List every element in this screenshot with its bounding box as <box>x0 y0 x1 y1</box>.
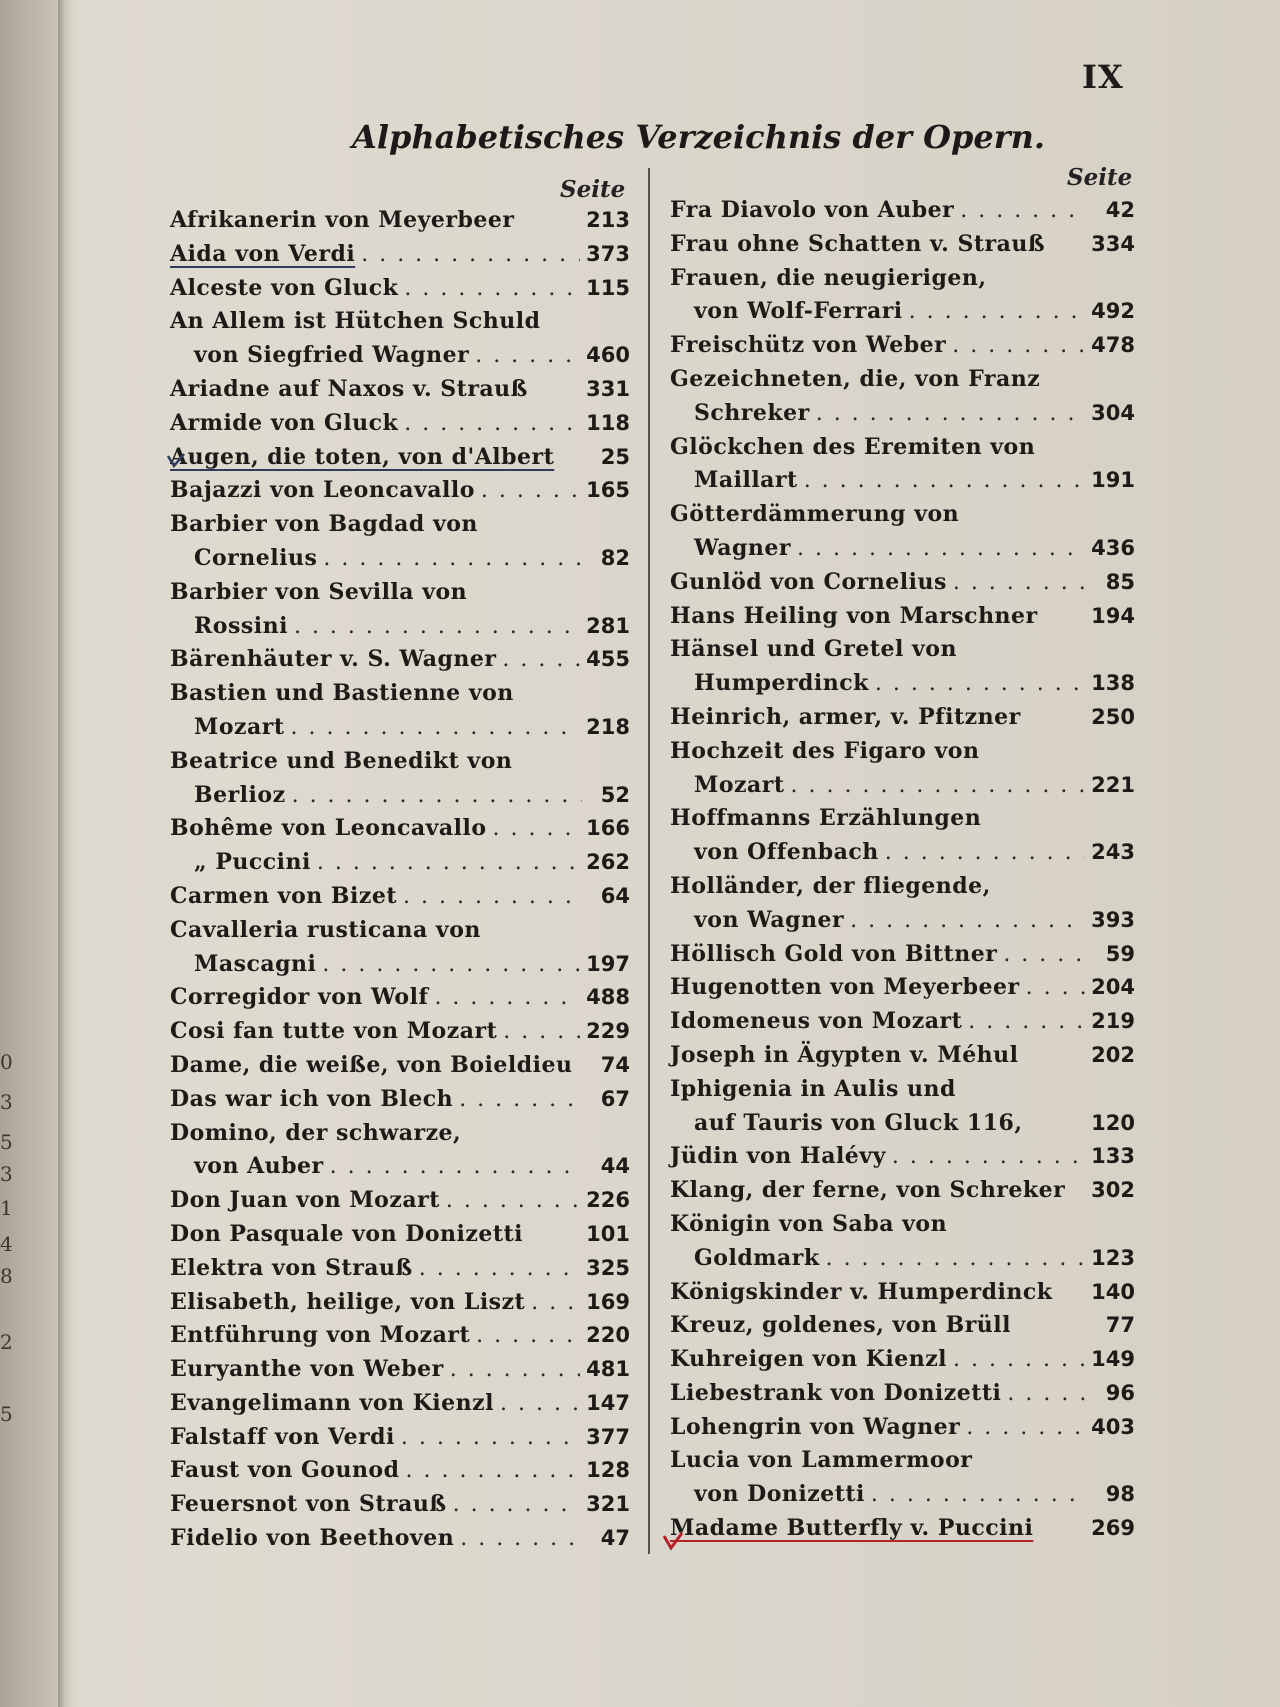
opera-title: An Allem ist Hütchen Schuld <box>170 308 541 335</box>
index-entry <box>170 407 630 441</box>
opera-title: Bohême von Leoncavallo <box>170 815 487 842</box>
index-entry <box>670 498 1135 532</box>
opera-title: von Donizetti <box>694 1481 865 1508</box>
leader-dots <box>294 610 580 644</box>
opera-title: Das war ich von Blech <box>170 1085 454 1112</box>
opera-title: Wagner <box>694 534 792 561</box>
index-entry <box>670 1512 1135 1546</box>
opera-title: Berlioz <box>194 781 286 808</box>
page-ref: 59 <box>1105 941 1135 966</box>
left-seite-label: Seite <box>560 176 626 203</box>
opera-title: Augen, die toten, von d'Albert <box>170 443 555 470</box>
index-entry <box>170 272 630 306</box>
right-seite-label: Seite <box>1067 164 1133 191</box>
opera-title: von Offenbach <box>694 839 879 866</box>
leader-dots <box>909 295 1085 329</box>
opera-title: Mozart <box>694 771 785 798</box>
index-entry <box>170 610 630 644</box>
leader-dots <box>406 1454 581 1488</box>
leader-dots <box>875 667 1085 701</box>
index-entry <box>670 1073 1135 1107</box>
page-ref: 334 <box>1091 231 1135 256</box>
leader-dots <box>361 238 580 272</box>
opera-title: Hugenotten von Meyerbeer <box>670 974 1020 1001</box>
opera-title: Carmen von Bizet <box>170 882 398 909</box>
page-ref: 204 <box>1091 975 1135 1000</box>
leader-dots <box>459 1083 582 1117</box>
index-entry <box>670 1478 1135 1512</box>
page-ref: 82 <box>600 545 630 570</box>
index-entry <box>170 238 630 272</box>
opera-title: Königskinder v. Humperdinck <box>670 1278 1053 1305</box>
leader-dots <box>960 194 1087 228</box>
index-entry <box>670 1411 1135 1445</box>
opera-title: Cavalleria rusticana von <box>170 916 481 943</box>
leader-dots <box>1026 971 1086 1005</box>
leader-dots <box>419 1252 580 1286</box>
index-entry <box>170 643 630 677</box>
opera-title: Armide von Gluck <box>170 409 399 436</box>
page-ref: 149 <box>1091 1347 1135 1372</box>
page-ref: 47 <box>600 1526 630 1551</box>
leader-dots <box>401 1421 580 1455</box>
facing-page-number: 5 <box>0 1402 13 1426</box>
opera-title: Idomeneus von Mozart <box>670 1008 963 1035</box>
opera-title: Goldmark <box>694 1244 820 1271</box>
index-entry <box>170 914 630 948</box>
leader-dots <box>475 339 580 373</box>
page-ref: 85 <box>1105 569 1135 594</box>
leader-dots <box>476 1319 580 1353</box>
opera-title: Kreuz, goldenes, von Brüll <box>670 1312 1012 1339</box>
leader-dots <box>481 474 580 508</box>
index-entry <box>670 1309 1135 1343</box>
opera-title: von Wagner <box>694 906 845 933</box>
index-entry <box>670 1174 1135 1208</box>
page-ref: 373 <box>586 241 630 266</box>
page-ref: 64 <box>600 883 630 908</box>
opera-title: Maillart <box>694 467 798 494</box>
index-entry <box>170 1049 630 1083</box>
index-entry <box>670 295 1135 329</box>
opera-title: Don Pasquale von Donizetti <box>170 1220 524 1247</box>
leader-dots <box>816 397 1085 431</box>
leader-dots <box>502 643 580 677</box>
index-entry <box>170 576 630 610</box>
page-ref: 138 <box>1091 671 1135 696</box>
page-ref: 492 <box>1091 299 1135 324</box>
index-entry <box>670 1242 1135 1276</box>
red-check-mark-icon <box>662 1530 684 1552</box>
index-entry <box>670 1276 1135 1310</box>
opera-title: Bastien und Bastienne von <box>170 680 514 707</box>
leader-dots <box>953 566 1087 600</box>
page-ref: 436 <box>1091 535 1135 560</box>
leader-dots <box>791 769 1086 803</box>
index-entry <box>670 1005 1135 1039</box>
opera-title: Gunlöd von Cornelius <box>670 568 947 595</box>
opera-title: Cosi fan tutte von Mozart <box>170 1018 498 1045</box>
opera-title: Madame Butterfly v. Puccini <box>670 1515 1034 1542</box>
opera-title: Corregidor von Wolf <box>170 984 429 1011</box>
opera-title: Afrikanerin von Meyerbeer <box>170 207 515 233</box>
page-ref: 281 <box>586 613 630 638</box>
leader-dots <box>892 1140 1085 1174</box>
leader-dots <box>404 407 580 441</box>
index-entry <box>170 1286 630 1320</box>
page-ref: 202 <box>1091 1042 1135 1067</box>
opera-title: Fidelio von Beethoven <box>170 1525 455 1552</box>
page-ref: 147 <box>586 1390 630 1415</box>
opera-title: Gezeichneten, die, von Franz <box>670 365 1041 392</box>
page-ref: 478 <box>1091 333 1135 358</box>
opera-title: von Wolf-Ferrari <box>694 298 903 325</box>
index-entry <box>170 779 630 813</box>
facing-page-number: 3 <box>0 1162 13 1186</box>
index-entry <box>170 474 630 508</box>
leader-dots <box>1007 1377 1087 1411</box>
page-ref: 166 <box>586 816 630 841</box>
opera-title: Königin von Saba von <box>670 1210 948 1237</box>
index-entry <box>170 1015 630 1049</box>
leader-dots <box>403 880 582 914</box>
opera-title: Joseph in Ägypten v. Méhul <box>670 1041 1019 1068</box>
opera-title: Rossini <box>194 612 288 639</box>
facing-page-number: 3 <box>0 1090 13 1114</box>
page-ref: 377 <box>586 1424 630 1449</box>
leader-dots <box>493 812 581 846</box>
index-entry <box>670 1444 1135 1478</box>
opera-title: Glöckchen des Eremiten von <box>670 433 1036 460</box>
leader-dots <box>460 1522 582 1556</box>
facing-page-number: 2 <box>0 1330 13 1354</box>
index-entry <box>170 204 630 238</box>
index-entry <box>170 1083 630 1117</box>
index-entry <box>170 745 630 779</box>
leader-dots <box>885 836 1085 870</box>
right-index-column <box>670 194 1135 1546</box>
page-ref: 52 <box>600 782 630 807</box>
page-ref: 403 <box>1091 1414 1135 1439</box>
opera-title: Hochzeit des Figaro von <box>670 737 980 764</box>
leader-dots <box>797 532 1085 566</box>
opera-title: Holländer, der fliegende, <box>670 872 991 899</box>
leader-dots <box>292 779 582 813</box>
index-entry <box>670 1208 1135 1242</box>
index-entry <box>170 1421 630 1455</box>
page-number: IX <box>1082 58 1124 96</box>
index-entry <box>670 904 1135 938</box>
index-entry <box>670 735 1135 769</box>
opera-title: Elisabeth, heilige, von Liszt <box>170 1288 526 1315</box>
page-ref: 269 <box>1091 1516 1135 1541</box>
index-entry <box>170 305 630 339</box>
index-entry <box>170 1184 630 1218</box>
opera-title: Mozart <box>194 713 285 740</box>
index-entry <box>670 633 1135 667</box>
leader-dots <box>317 846 580 880</box>
index-entry <box>170 1150 630 1184</box>
index-entry <box>170 677 630 711</box>
index-entry <box>670 363 1135 397</box>
index-entry <box>170 1387 630 1421</box>
index-entry <box>670 194 1135 228</box>
page-ref: 191 <box>1091 468 1135 493</box>
index-entry <box>670 600 1135 634</box>
index-entry <box>170 1117 630 1151</box>
opera-title: von Siegfried Wagner <box>194 342 470 369</box>
index-entry <box>670 938 1135 972</box>
page-ref: 220 <box>586 1323 630 1348</box>
leader-dots <box>500 1387 580 1421</box>
opera-title: Iphigenia in Aulis und <box>670 1075 956 1102</box>
page-ref: 123 <box>1091 1245 1135 1270</box>
index-entry <box>170 880 630 914</box>
page-ref: 115 <box>586 275 630 300</box>
page-ref: 243 <box>1091 840 1135 865</box>
opera-title: Klang, der ferne, von Schreker <box>670 1177 1066 1204</box>
page-ref: 120 <box>1091 1110 1135 1135</box>
index-entry <box>670 228 1135 262</box>
opera-title: Frau ohne Schatten v. Strauß <box>670 230 1046 257</box>
opera-title: Hänsel und Gretel von <box>670 636 957 663</box>
page-ref: 197 <box>586 951 630 976</box>
index-entry <box>670 701 1135 735</box>
page-ref: 169 <box>586 1289 630 1314</box>
leader-dots <box>871 1478 1087 1512</box>
index-entry <box>170 846 630 880</box>
opera-title: Hoffmanns Erzählungen <box>670 805 982 832</box>
opera-title: Lucia von Lammermoor <box>670 1447 973 1474</box>
leader-dots <box>434 981 580 1015</box>
leader-dots <box>966 1411 1085 1445</box>
page-ref: 42 <box>1105 198 1135 222</box>
opera-title: auf Tauris von Gluck 116, <box>694 1109 1023 1136</box>
page-ref: 133 <box>1091 1144 1135 1169</box>
page-fold-shadow <box>58 0 72 1707</box>
leader-dots <box>531 1286 580 1320</box>
opera-title: Freischütz von Weber <box>670 332 947 359</box>
opera-title: Hans Heiling von Marschner <box>670 602 1038 629</box>
leader-dots <box>968 1005 1085 1039</box>
facing-page-number: 0 <box>0 1050 13 1074</box>
page-ref: 96 <box>1105 1380 1135 1405</box>
index-entry <box>670 1107 1135 1141</box>
page-ref: 165 <box>586 478 630 503</box>
opera-title: „ Puccini <box>194 849 311 876</box>
page-ref: 118 <box>586 410 630 435</box>
left-index-column <box>170 204 630 1556</box>
facing-page-edge <box>0 0 58 1707</box>
opera-title: Fra Diavolo von Auber <box>670 197 955 223</box>
opera-title: Aida von Verdi <box>170 240 356 267</box>
index-entry <box>670 769 1135 803</box>
opera-title: Falstaff von Verdi <box>170 1423 395 1450</box>
leader-dots <box>804 464 1085 498</box>
index-entry <box>170 508 630 542</box>
opera-title: Heinrich, armer, v. Pfitzner <box>670 703 1021 730</box>
index-entry <box>670 329 1135 363</box>
index-entry <box>670 397 1135 431</box>
index-entry <box>170 981 630 1015</box>
opera-title: Schreker <box>694 399 810 426</box>
opera-title: Don Juan von Mozart <box>170 1187 440 1214</box>
opera-title: Entführung von Mozart <box>170 1322 471 1349</box>
opera-title: Beatrice und Benedikt von <box>170 747 513 774</box>
leader-dots <box>850 904 1085 938</box>
index-entry <box>670 667 1135 701</box>
page-ref: 304 <box>1091 400 1135 425</box>
opera-title: Dame, die weiße, von Boieldieu <box>170 1051 573 1078</box>
opera-title: Kuhreigen von Kienzl <box>670 1346 948 1373</box>
opera-title: Evangelimann von Kienzl <box>170 1389 495 1416</box>
blue-check-mark-icon <box>166 452 186 470</box>
page-ref: 488 <box>586 985 630 1010</box>
page-ref: 74 <box>600 1052 630 1077</box>
opera-title: Jüdin von Halévy <box>670 1143 886 1170</box>
index-entry <box>170 441 630 475</box>
leader-dots <box>453 1488 581 1522</box>
leader-dots <box>323 542 582 576</box>
page-ref: 226 <box>586 1188 630 1213</box>
index-entry <box>170 1522 630 1556</box>
page-ref: 44 <box>600 1154 630 1179</box>
page-ref: 67 <box>600 1086 630 1111</box>
page-ref: 213 <box>586 208 630 232</box>
page-ref: 325 <box>586 1255 630 1280</box>
page-ref: 25 <box>600 444 630 469</box>
column-divider <box>648 168 650 1554</box>
index-entry <box>670 1377 1135 1411</box>
page-ref: 331 <box>586 376 630 401</box>
leader-dots <box>446 1184 580 1218</box>
opera-title: Höllisch Gold von Bittner <box>670 940 998 967</box>
facing-page-number: 1 <box>0 1196 13 1220</box>
opera-title: Bärenhäuter v. S. Wagner <box>170 646 497 673</box>
index-entry <box>170 542 630 576</box>
page-ref: 194 <box>1091 603 1135 628</box>
index-entry <box>670 262 1135 296</box>
index-entry <box>170 373 630 407</box>
index-entry <box>670 1039 1135 1073</box>
opera-title: Humperdinck <box>694 670 869 697</box>
page-ref: 221 <box>1091 772 1135 797</box>
page-ref: 481 <box>586 1357 630 1382</box>
page-ref: 101 <box>586 1221 630 1246</box>
opera-title: Mascagni <box>194 950 317 977</box>
leader-dots <box>322 948 580 982</box>
index-entry <box>670 836 1135 870</box>
facing-page-number: 5 <box>0 1130 13 1154</box>
page-ref: 302 <box>1091 1178 1135 1203</box>
page-ref: 250 <box>1091 704 1135 729</box>
opera-title: Alceste von Gluck <box>170 274 399 301</box>
index-entry <box>670 1140 1135 1174</box>
opera-title: Liebestrank von Donizetti <box>670 1379 1002 1406</box>
leader-dots <box>404 272 580 306</box>
opera-title: Cornelius <box>194 544 318 571</box>
index-entry <box>170 1488 630 1522</box>
opera-title: von Auber <box>194 1153 324 1180</box>
opera-title: Euryanthe von Weber <box>170 1356 444 1383</box>
index-title: Alphabetisches Verzeichnis der Opern. <box>352 118 1046 156</box>
opera-title: Domino, der schwarze, <box>170 1119 462 1146</box>
index-entry <box>670 431 1135 465</box>
leader-dots <box>826 1242 1086 1276</box>
page-ref: 140 <box>1091 1279 1135 1304</box>
index-entry <box>170 339 630 373</box>
index-entry <box>170 1252 630 1286</box>
index-entry <box>170 1218 630 1252</box>
index-entry <box>170 1319 630 1353</box>
index-entry <box>670 464 1135 498</box>
opera-title: Barbier von Bagdad von <box>170 511 478 538</box>
opera-title: Ariadne auf Naxos v. Strauß <box>170 375 528 402</box>
opera-title: Elektra von Strauß <box>170 1254 413 1281</box>
page-ref: 321 <box>586 1492 630 1517</box>
index-entry <box>670 971 1135 1005</box>
page-ref: 262 <box>586 850 630 875</box>
index-entry <box>670 566 1135 600</box>
page-ref: 229 <box>586 1019 630 1044</box>
index-entry <box>670 1343 1135 1377</box>
page-ref: 98 <box>1105 1482 1135 1507</box>
opera-title: Götterdämmerung von <box>670 501 960 528</box>
leader-dots <box>953 1343 1085 1377</box>
index-entry <box>170 1454 630 1488</box>
leader-dots <box>291 711 581 745</box>
index-entry <box>670 870 1135 904</box>
leader-dots <box>330 1150 582 1184</box>
index-entry <box>670 532 1135 566</box>
index-entry <box>170 1353 630 1387</box>
page-ref: 455 <box>586 647 630 672</box>
index-entry <box>170 812 630 846</box>
leader-dots <box>1003 938 1087 972</box>
page-ref: 393 <box>1091 907 1135 932</box>
page-ref: 128 <box>586 1458 630 1483</box>
index-entry <box>170 948 630 982</box>
facing-page-number: 8 <box>0 1264 13 1288</box>
opera-title: Faust von Gounod <box>170 1457 400 1484</box>
index-entry <box>670 802 1135 836</box>
page-ref: 77 <box>1105 1313 1135 1338</box>
leader-dots <box>450 1353 580 1387</box>
opera-title: Feuersnot von Strauß <box>170 1491 447 1518</box>
opera-title: Lohengrin von Wagner <box>670 1413 961 1440</box>
opera-title: Frauen, die neugierigen, <box>670 264 987 291</box>
page-ref: 218 <box>586 714 630 739</box>
leader-dots <box>503 1015 580 1049</box>
page-ref: 219 <box>1091 1009 1135 1034</box>
index-entry <box>170 711 630 745</box>
leader-dots <box>952 329 1085 363</box>
facing-page-number: 4 <box>0 1232 13 1256</box>
opera-title: Bajazzi von Leoncavallo <box>170 477 475 504</box>
opera-title: Barbier von Sevilla von <box>170 578 468 605</box>
page-ref: 460 <box>586 343 630 368</box>
